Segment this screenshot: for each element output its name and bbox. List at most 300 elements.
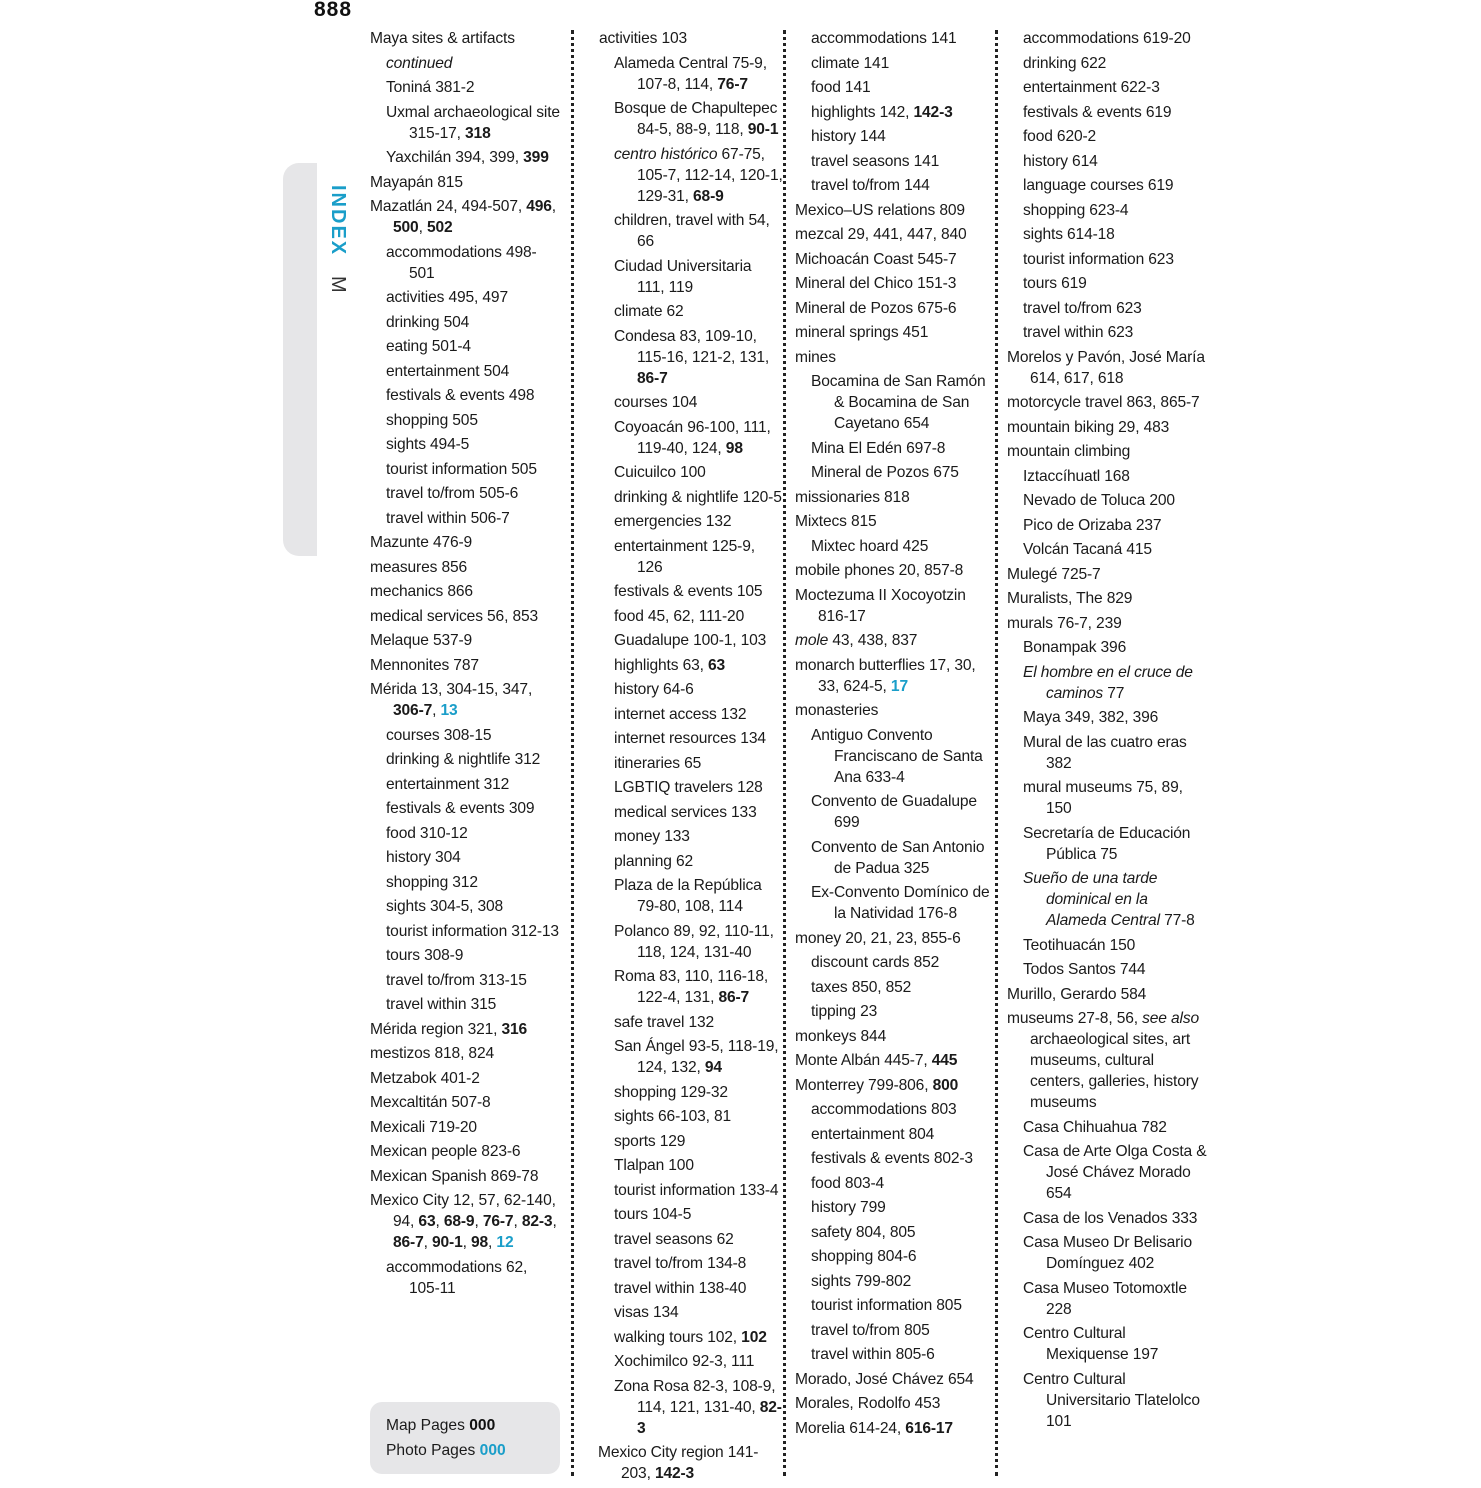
entry-text: LGBTIQ travelers 128 <box>614 779 763 796</box>
entry-text: climate 141 <box>811 54 890 72</box>
index-subentry <box>1007 490 1207 511</box>
map-page-ref: 63 <box>707 656 726 674</box>
entry-text: 67-75, 105-7, 112-14, 120-1, 129-31, <box>637 145 783 205</box>
entry-text: mountain biking 29, 483 <box>1007 418 1170 436</box>
index-subentry <box>598 1278 783 1299</box>
entry-text: money 20, 21, 23, 855-6 <box>795 929 961 947</box>
entry-text: drinking & nightlife 120-5 <box>614 488 782 506</box>
index-entry <box>598 1442 783 1484</box>
entry-text: travel to/from 505-6 <box>386 485 519 502</box>
index-subentry <box>598 144 783 207</box>
entry-text: discount cards 852 <box>811 954 940 971</box>
entry-text: Mina El Edén 697-8 <box>811 439 946 457</box>
index-subentry <box>795 977 990 998</box>
index-entry <box>370 1092 560 1113</box>
entry-text: food 141 <box>811 79 871 96</box>
index-subentry <box>598 1204 783 1225</box>
index-subentry <box>1007 959 1207 980</box>
index-subentry <box>370 312 560 333</box>
index-subentry <box>1007 1323 1207 1365</box>
index-entry <box>795 928 990 949</box>
photo-page-ref: 13 <box>440 702 458 719</box>
index-subentry <box>370 921 560 942</box>
index-subentry <box>1007 200 1207 221</box>
entry-text: drinking 504 <box>386 313 470 331</box>
entry-text: Volcán Tacaná 415 <box>1023 541 1152 558</box>
index-subentry <box>795 102 990 123</box>
entry-text: , <box>462 1234 471 1251</box>
index-subentry <box>1007 175 1207 196</box>
index-subentry <box>1007 1278 1207 1320</box>
entry-text: , <box>432 702 441 719</box>
index-subentry <box>598 826 783 847</box>
entry-text: shopping 804-6 <box>811 1248 917 1265</box>
legend-map-pages <box>386 1413 560 1438</box>
entry-text: planning 62 <box>614 852 693 870</box>
index-subentry <box>598 1082 783 1103</box>
index-subentry <box>598 53 783 95</box>
index-entry <box>370 679 560 721</box>
index-subentry <box>370 749 560 770</box>
entry-text: museums 27-8, 56, <box>1007 1010 1143 1027</box>
index-subentry <box>1007 1141 1207 1204</box>
index-entry <box>795 655 990 697</box>
index-subentry <box>1007 662 1207 704</box>
index-subentry <box>1007 1369 1207 1432</box>
index-subentry <box>795 1173 990 1194</box>
index-entry <box>795 249 990 270</box>
entry-text: mobile phones 20, 857-8 <box>795 562 964 579</box>
entry-text: Michoacán Coast 545-7 <box>795 250 957 268</box>
index-entry <box>1007 347 1207 389</box>
index-subentry <box>598 1106 783 1127</box>
entry-text: courses 308-15 <box>386 726 492 744</box>
map-page-ref: 142-3 <box>654 1465 695 1482</box>
index-tab-letter: M <box>327 275 349 295</box>
entry-text: Casa de los Venados 333 <box>1023 1209 1198 1227</box>
entry-text: Mexico City region 141-203, <box>598 1444 759 1482</box>
entry-text: drinking & nightlife 312 <box>386 751 541 768</box>
index-subentry <box>795 1001 990 1022</box>
entry-text: sights 494-5 <box>386 436 470 453</box>
entry-text: travel within 138-40 <box>614 1279 747 1297</box>
entry-text: Uxmal archaeological site 315-17, <box>386 103 560 142</box>
index-entry <box>370 1043 560 1064</box>
index-subentry <box>370 774 560 795</box>
photo-page-ref: 17 <box>890 677 908 695</box>
entry-text: tourist information 623 <box>1023 250 1174 268</box>
entry-text: sights 66-103, 81 <box>614 1108 732 1125</box>
entry-text: centro histórico <box>614 145 718 163</box>
column-divider-1 <box>571 30 574 1476</box>
column-divider-2 <box>783 30 786 1476</box>
index-entry <box>795 1418 990 1439</box>
index-subentry <box>795 1099 990 1120</box>
entry-text: Mérida region 321, <box>370 1020 502 1038</box>
index-subentry <box>1007 823 1207 865</box>
index-entry <box>1007 392 1207 413</box>
index-subentry <box>598 851 783 872</box>
entry-text: Convento de Guadalupe 699 <box>811 793 977 831</box>
map-page-ref: 800 <box>932 1076 959 1094</box>
index-entry <box>370 606 560 627</box>
index-subentry <box>795 791 990 833</box>
map-page-ref: 90-1 <box>432 1234 463 1251</box>
index-entry <box>370 1141 560 1162</box>
entry-text: Bosque de Chapultepec 84-5, 88-9, 118, <box>614 100 778 138</box>
entry-text: shopping 312 <box>386 873 478 891</box>
entry-text: tours 619 <box>1023 275 1087 292</box>
index-entry <box>795 1075 990 1096</box>
index-subentry <box>795 952 990 973</box>
entry-text: tipping 23 <box>811 1003 878 1020</box>
entry-text: , <box>488 1234 497 1251</box>
index-entry <box>370 28 560 49</box>
entry-text: 77 <box>1103 684 1125 702</box>
index-subentry <box>598 392 783 413</box>
entry-text: Yaxchilán 394, 399, <box>386 149 524 166</box>
index-subentry <box>598 1155 783 1176</box>
index-subentry <box>598 655 783 676</box>
entry-text: Morado, José Chávez 654 <box>795 1370 974 1388</box>
index-subentry <box>598 462 783 483</box>
entry-text: San Ángel 93-5, 118-19, 124, 132, <box>614 1038 779 1076</box>
entry-text: Mexicali 719-20 <box>370 1118 477 1136</box>
entry-text: Sueño de una tarde dominical en la Alameda Central <box>1023 870 1160 929</box>
index-entry <box>370 1117 560 1138</box>
index-entry <box>370 196 560 238</box>
entry-text: tourist information 133-4 <box>614 1181 779 1199</box>
index-subentry <box>598 1180 783 1201</box>
index-subentry <box>795 1124 990 1145</box>
index-subentry <box>1007 102 1207 123</box>
entry-text: shopping 129-32 <box>614 1083 728 1101</box>
entry-text: Tlalpan 100 <box>614 1157 694 1174</box>
index-subentry <box>1007 868 1207 931</box>
entry-text: Maya 349, 382, 396 <box>1023 709 1159 726</box>
entry-text: internet resources 134 <box>614 730 766 747</box>
index-subentry <box>370 77 560 98</box>
entry-text: food 310-12 <box>386 824 468 842</box>
entry-text: travel to/from 134-8 <box>614 1255 747 1272</box>
map-page-ref: 82-3 <box>521 1213 553 1230</box>
map-page-ref: 63 <box>418 1213 436 1230</box>
entry-text: shopping 623-4 <box>1023 201 1129 219</box>
entry-text: accommodations 619-20 <box>1023 30 1191 47</box>
entry-text: Mexican people 823-6 <box>370 1143 521 1160</box>
entry-text: food 620-2 <box>1023 128 1097 145</box>
entry-text: Casa Museo Totomoxtle 228 <box>1023 1279 1187 1318</box>
map-page-ref: 142-3 <box>913 103 953 121</box>
index-subentry <box>598 256 783 298</box>
index-subentry <box>370 336 560 357</box>
entry-text: safety 804, 805 <box>811 1223 916 1241</box>
entry-text: travel to/from 623 <box>1023 299 1142 317</box>
index-entry <box>795 224 990 245</box>
entry-text: activities 103 <box>599 30 688 47</box>
map-page-ref: 500 <box>393 219 419 236</box>
entry-text: , <box>418 219 427 236</box>
index-subentry <box>370 508 560 529</box>
entry-text: Pico de Orizaba 237 <box>1023 516 1162 534</box>
index-column-1 <box>370 28 560 1302</box>
entry-text: Mulegé 725-7 <box>1007 565 1101 583</box>
entry-text: itineraries 65 <box>614 754 702 772</box>
index-entry <box>795 560 990 581</box>
entry-text: entertainment 504 <box>386 362 510 380</box>
index-subentry <box>795 28 990 49</box>
entry-text: festivals & events 619 <box>1023 103 1172 121</box>
index-subentry <box>598 1327 783 1348</box>
photo-page-ref: 12 <box>496 1234 514 1251</box>
index-subentry <box>795 126 990 147</box>
entry-text: Bonampak 396 <box>1023 639 1127 656</box>
entry-text: , <box>435 1213 444 1230</box>
entry-text: Mazatlán 24, 494-507, <box>370 198 527 215</box>
index-subentry <box>1007 539 1207 560</box>
entry-text: accommodations 62, 105-11 <box>386 1258 528 1297</box>
index-subentry <box>1007 322 1207 343</box>
entry-text: , <box>423 1234 432 1251</box>
index-entry <box>370 1019 560 1040</box>
index-subentry <box>598 581 783 602</box>
entry-text: Toniná 381-2 <box>386 79 475 96</box>
index-subentry <box>795 1320 990 1341</box>
entry-text: sights 614-18 <box>1023 226 1115 243</box>
entry-text: sights 799-802 <box>811 1272 912 1290</box>
index-subentry <box>598 704 783 725</box>
index-subentry <box>1007 53 1207 74</box>
index-entry <box>370 532 560 553</box>
index-subentry <box>795 53 990 74</box>
entry-text: emergencies 132 <box>614 513 732 530</box>
entry-text: travel to/from 144 <box>811 177 930 194</box>
index-subentry <box>598 1253 783 1274</box>
index-column-2 <box>598 28 783 1488</box>
entry-text: history 144 <box>811 128 886 145</box>
entry-text: Convento de San Antonio de Padua 325 <box>811 838 985 877</box>
entry-text: Mayapán 815 <box>370 173 463 191</box>
entry-text: Alameda Central 75-9, 107-8, 114, <box>614 54 767 93</box>
entry-text: Casa de Arte Olga Costa & José Chávez Morado 654 <box>1023 1143 1207 1202</box>
map-page-ref: 86-7 <box>718 989 750 1006</box>
entry-text: Antiguo Convento Franciscano de Santa Ana 633-4 <box>811 726 983 786</box>
entry-text: activities 495, 497 <box>386 289 508 306</box>
entry-text: , <box>551 198 556 215</box>
index-entry <box>795 511 990 532</box>
index-subentry <box>1007 126 1207 147</box>
index-subentry <box>370 434 560 455</box>
entry-text: see also <box>1142 1010 1199 1027</box>
entry-text: travel to/from 313-15 <box>386 971 527 989</box>
index-subentry <box>598 301 783 322</box>
index-entry <box>795 1050 990 1071</box>
entry-text: internet access 132 <box>614 705 747 723</box>
entry-text: monarch butterflies 17, 30, 33, 624-5, <box>795 656 976 695</box>
entry-text: 43, 438, 837 <box>828 632 918 649</box>
entry-text: travel within 315 <box>386 996 497 1013</box>
entry-text: visas 134 <box>614 1304 679 1321</box>
entry-text: mestizos 818, 824 <box>370 1045 495 1062</box>
index-subentry <box>598 630 783 651</box>
index-subentry <box>598 921 783 963</box>
index-column-3 <box>795 28 990 1442</box>
map-page-ref: 90-1 <box>747 121 779 138</box>
index-subentry <box>598 728 783 749</box>
entry-text: travel within 805-6 <box>811 1346 935 1363</box>
entry-text: travel within 623 <box>1023 324 1134 341</box>
index-subentry <box>598 210 783 252</box>
entry-text: entertainment 312 <box>386 775 510 793</box>
index-subentry <box>583 28 783 49</box>
legend-map-code: 000 <box>469 1417 496 1434</box>
map-page-ref: 94 <box>704 1059 722 1076</box>
entry-text: history 799 <box>811 1199 886 1216</box>
index-entry <box>795 700 990 721</box>
index-subentry <box>370 147 560 168</box>
entry-text: mechanics 866 <box>370 583 473 600</box>
map-page-ref: 102 <box>741 1328 767 1346</box>
index-entry <box>370 557 560 578</box>
entry-text: sports 129 <box>614 1132 686 1150</box>
entry-text: courses 104 <box>614 394 698 411</box>
entry-text: Murillo, Gerardo 584 <box>1007 985 1147 1003</box>
index-entry <box>1007 441 1207 462</box>
entry-text: children, travel with 54, 66 <box>614 212 770 250</box>
index-entry <box>370 581 560 602</box>
map-page-ref: 616-17 <box>905 1419 953 1437</box>
index-subentry <box>370 483 560 504</box>
index-entry <box>1007 1008 1207 1113</box>
index-subentry <box>1007 1208 1207 1229</box>
index-entry <box>1007 613 1207 634</box>
entry-text: Zona Rosa 82-3, 108-9, 114, 121, 131-40, <box>614 1377 776 1416</box>
index-subentry <box>370 994 560 1015</box>
index-subentry <box>598 326 783 389</box>
index-subentry <box>795 1222 990 1243</box>
entry-text: Ex-Convento Domínico de la Natividad 176-8 <box>811 884 990 922</box>
index-subentry <box>795 1295 990 1316</box>
index-subentry <box>370 287 560 308</box>
entry-text: Casa Museo Dr Belisario Domínguez 402 <box>1023 1234 1193 1272</box>
index-subentry <box>598 1376 783 1439</box>
index-subentry <box>370 872 560 893</box>
index-entry <box>795 322 990 343</box>
entry-text: tours 104-5 <box>614 1206 692 1223</box>
legend-map-label: Map Pages <box>386 1417 470 1434</box>
entry-text: Mixtecs 815 <box>795 513 877 530</box>
index-subentry <box>795 1246 990 1267</box>
entry-text: travel seasons 141 <box>811 152 940 170</box>
entry-text: Ciudad Universitaria 111, 119 <box>614 257 752 296</box>
index-subentry <box>370 945 560 966</box>
entry-text: drinking 622 <box>1023 54 1107 72</box>
entry-text: money 133 <box>614 828 690 845</box>
index-entry <box>795 347 990 368</box>
index-subentry <box>795 1344 990 1365</box>
index-column-4 <box>1007 28 1207 1435</box>
index-subentry <box>1007 935 1207 956</box>
entry-text: travel seasons 62 <box>614 1230 734 1248</box>
entry-text: Bocamina de San Ramón & Bocamina de San Cayetano 654 <box>811 373 986 432</box>
index-subentry <box>795 438 990 459</box>
map-page-ref: 445 <box>931 1052 958 1069</box>
index-subentry <box>598 417 783 459</box>
entry-text: Mazunte 476-9 <box>370 534 473 551</box>
map-page-ref: 318 <box>465 124 491 142</box>
index-subentry <box>795 536 990 557</box>
index-entry <box>795 1026 990 1047</box>
entry-text: mural museums 75, 89, 150 <box>1023 779 1183 817</box>
entry-text: Nevado de Toluca 200 <box>1023 492 1175 509</box>
index-subentry <box>370 970 560 991</box>
index-subentry <box>598 1302 783 1323</box>
entry-text: , <box>513 1213 522 1230</box>
index-entry <box>795 1369 990 1390</box>
index-subentry <box>370 725 560 746</box>
index-entry <box>370 1166 560 1187</box>
index-subentry <box>1007 249 1207 270</box>
index-entry <box>370 1068 560 1089</box>
index-tab-word: INDEX <box>327 185 349 257</box>
entry-text: Plaza de la República 79-80, 108, 114 <box>614 877 762 915</box>
index-subentry <box>1007 1232 1207 1274</box>
index-subentry <box>598 1229 783 1250</box>
map-page-ref: 86-7 <box>637 369 668 387</box>
entry-text: Mexican Spanish 869-78 <box>370 1167 539 1185</box>
index-subentry <box>370 847 560 868</box>
entry-text: Monte Albán 445-7, <box>795 1052 932 1069</box>
index-entry <box>795 487 990 508</box>
entry-text: mountain climbing <box>1007 443 1131 460</box>
entry-text: tourist information 312-13 <box>386 922 559 940</box>
entry-text: entertainment 804 <box>811 1125 935 1143</box>
entry-text: travel to/from 805 <box>811 1321 930 1339</box>
index-entry <box>795 200 990 221</box>
index-entry <box>795 630 990 651</box>
entry-text: Centro Cultural Mexiquense 197 <box>1023 1325 1159 1363</box>
entry-text: 77-8 <box>1159 912 1195 929</box>
index-subentry <box>598 511 783 532</box>
index-subentry <box>795 77 990 98</box>
entry-text: Mexico–US relations 809 <box>795 201 965 219</box>
index-subentry <box>598 98 783 140</box>
entry-text: tours 308-9 <box>386 947 464 964</box>
entry-text: highlights 63, <box>614 656 708 674</box>
map-page-ref: 306-7 <box>393 702 433 719</box>
entry-text: Coyoacán 96-100, 111, 119-40, 124, <box>614 418 771 457</box>
index-entry <box>370 172 560 193</box>
map-page-ref: 76-7 <box>482 1213 514 1230</box>
entry-text: walking tours 102, <box>614 1328 742 1346</box>
index-entry <box>795 273 990 294</box>
index-entry <box>1007 564 1207 585</box>
entry-text: Xochimilco 92-3, 111 <box>614 1353 755 1370</box>
entry-text: mole <box>795 632 829 649</box>
map-page-ref: 68-9 <box>693 187 724 205</box>
index-subentry <box>598 1351 783 1372</box>
index-subentry <box>598 802 783 823</box>
entry-text: Morales, Rodolfo 453 <box>795 1395 941 1412</box>
index-subentry <box>598 1131 783 1152</box>
entry-text: Mennonites 787 <box>370 656 479 674</box>
index-subentry <box>1007 777 1207 819</box>
index-subentry <box>795 371 990 434</box>
entry-text: accommodations 141 <box>811 30 957 47</box>
entry-text: monasteries <box>795 702 879 719</box>
entry-text: Muralists, The 829 <box>1007 590 1133 607</box>
index-subentry <box>1007 515 1207 536</box>
